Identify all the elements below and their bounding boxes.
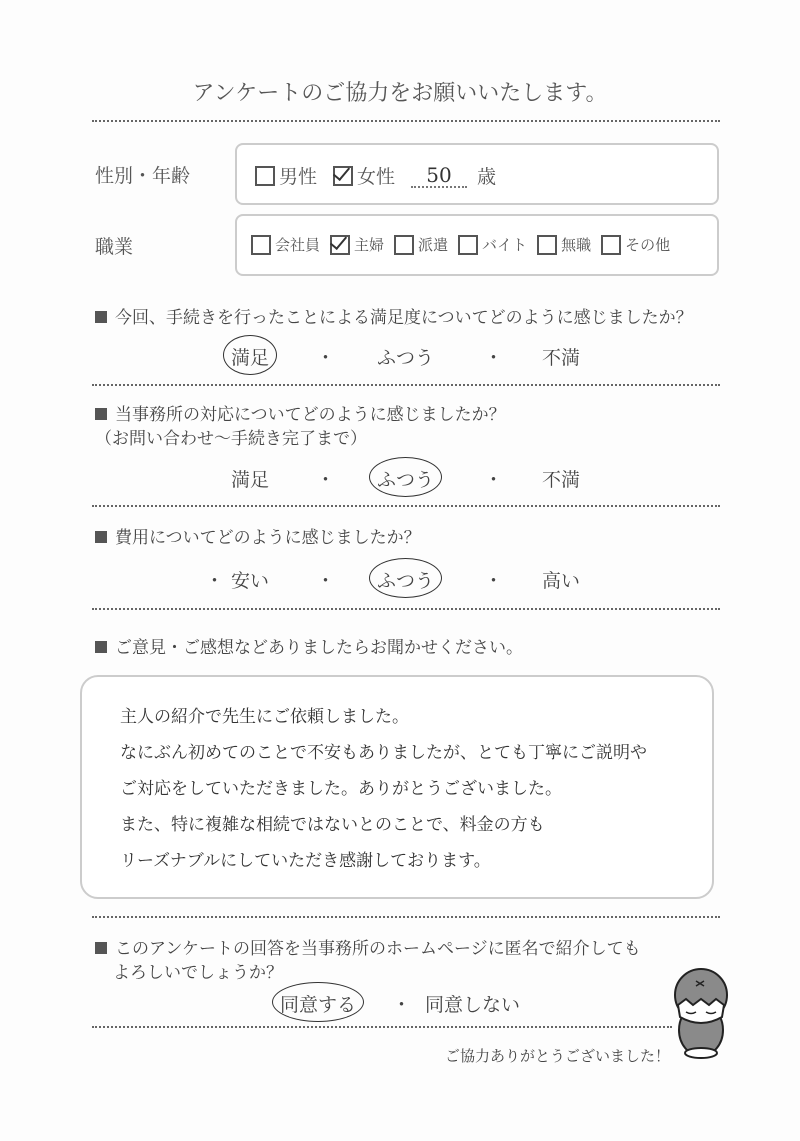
divider xyxy=(92,916,720,918)
choice-option[interactable]: 同意する xyxy=(280,994,357,1016)
separator-dot: ・ xyxy=(392,994,412,1016)
choice-option[interactable]: ふつう xyxy=(377,469,435,491)
form-title: アンケートのご協力をお願いいたします。 xyxy=(192,81,608,106)
question-text: 当事務所の対応についてどのように感じましたか？ xyxy=(115,405,506,425)
question-3 xyxy=(95,523,421,548)
occupation-box xyxy=(235,214,719,276)
checkbox[interactable] xyxy=(394,235,414,255)
comment-line: また、特に複雑な相続ではないとのことで、料金の方も xyxy=(120,815,545,835)
bowing-mascot-icon xyxy=(666,965,736,1060)
selected-circle xyxy=(369,558,442,598)
question-4 xyxy=(95,633,523,658)
choice-option[interactable]: ふつう xyxy=(377,347,435,369)
selected-circle xyxy=(272,982,364,1022)
comment-line: なにぶん初めてのことで不安もありましたが、とても丁寧にご説明や xyxy=(120,743,647,763)
age-unit: 歳 xyxy=(477,166,497,188)
option-label: 男性 xyxy=(279,166,318,188)
checkbox[interactable] xyxy=(458,235,478,255)
bullet-square xyxy=(95,311,107,323)
question-5 xyxy=(95,934,641,959)
option-label: 女性 xyxy=(357,166,396,188)
comment-line: リーズナブルにしていただき感謝しております。 xyxy=(120,851,491,871)
occupation-option[interactable] xyxy=(251,234,320,255)
occupation-option[interactable] xyxy=(601,234,670,255)
occupation-option[interactable] xyxy=(394,234,448,255)
occupation-option[interactable] xyxy=(458,234,527,255)
checkbox[interactable] xyxy=(537,235,557,255)
bullet-square xyxy=(95,641,107,653)
divider xyxy=(92,120,720,122)
occupation-label: 職業 xyxy=(95,236,134,258)
question-2 xyxy=(95,400,506,425)
separator-dot: ・ xyxy=(316,469,336,491)
option-label: 主婦 xyxy=(354,236,385,254)
checkbox-checked[interactable] xyxy=(333,166,353,186)
divider xyxy=(92,505,720,507)
separator-dot: ・ xyxy=(316,570,336,592)
option-label: その他 xyxy=(625,236,671,254)
occupation-option[interactable] xyxy=(330,234,384,255)
bullet-square xyxy=(95,531,107,543)
choice-option[interactable]: 満足 xyxy=(231,347,270,369)
comment-line: ご対応をしていただきました。ありがとうございました。 xyxy=(120,779,562,799)
separator-dot: ・ xyxy=(484,570,504,592)
checkbox[interactable] xyxy=(601,235,621,255)
gender-male-option[interactable] xyxy=(255,162,317,189)
choice-option[interactable]: 満足 xyxy=(231,469,270,491)
comment-line: 主人の紹介で先生にご依頼しました。 xyxy=(120,707,409,727)
comment-box[interactable] xyxy=(80,675,714,899)
gender-age-box xyxy=(235,143,719,205)
occupation-option[interactable] xyxy=(537,234,591,255)
question-text: 費用についてどのように感じましたか？ xyxy=(115,528,421,548)
question-2-sub: （お問い合わせ〜手続き完了まで） xyxy=(95,429,367,449)
bullet-square xyxy=(95,942,107,954)
question-5-line2: よろしいでしょうか？ xyxy=(113,963,283,983)
option-label: 無職 xyxy=(561,236,592,254)
separator-dot: ・ xyxy=(316,347,336,369)
choice-option[interactable]: 安い xyxy=(231,570,270,592)
divider xyxy=(92,608,720,610)
gender-age-label: 性別・年齢 xyxy=(95,165,191,187)
choice-option[interactable]: 不満 xyxy=(542,347,581,369)
selected-circle xyxy=(369,457,442,497)
age-field[interactable]: 50 xyxy=(411,164,467,188)
separator-dot: ・ xyxy=(484,469,504,491)
separator-dot: ・ xyxy=(484,347,504,369)
question-text: ご意見・ご感想などありましたらお聞かせください。 xyxy=(115,638,523,658)
thanks-text: ご協力ありがとうございました！ xyxy=(445,1047,671,1065)
gender-female-option[interactable] xyxy=(333,162,395,189)
question-text: このアンケートの回答を当事務所のホームページに匿名で紹介しても xyxy=(115,939,641,959)
checkbox[interactable] xyxy=(255,166,275,186)
choice-option[interactable]: 不満 xyxy=(542,469,581,491)
divider xyxy=(92,384,720,386)
choice-option[interactable]: 高い xyxy=(542,570,581,592)
bullet-square xyxy=(95,408,107,420)
checkbox[interactable] xyxy=(251,235,271,255)
choice-option[interactable]: 同意しない xyxy=(425,994,521,1016)
choice-option[interactable]: ふつう xyxy=(377,570,435,592)
checkbox[interactable] xyxy=(330,235,350,255)
option-label: 派遣 xyxy=(418,236,449,254)
selected-circle xyxy=(223,335,277,375)
option-label: 会社員 xyxy=(275,236,321,254)
question-1 xyxy=(95,303,693,328)
question-text: 今回、手続きを行ったことによる満足度についてどのように感じましたか？ xyxy=(115,308,693,328)
comment-text xyxy=(120,699,647,879)
separator-dot: ・ xyxy=(205,570,225,592)
divider xyxy=(92,1026,672,1028)
option-label: バイト xyxy=(482,236,528,254)
